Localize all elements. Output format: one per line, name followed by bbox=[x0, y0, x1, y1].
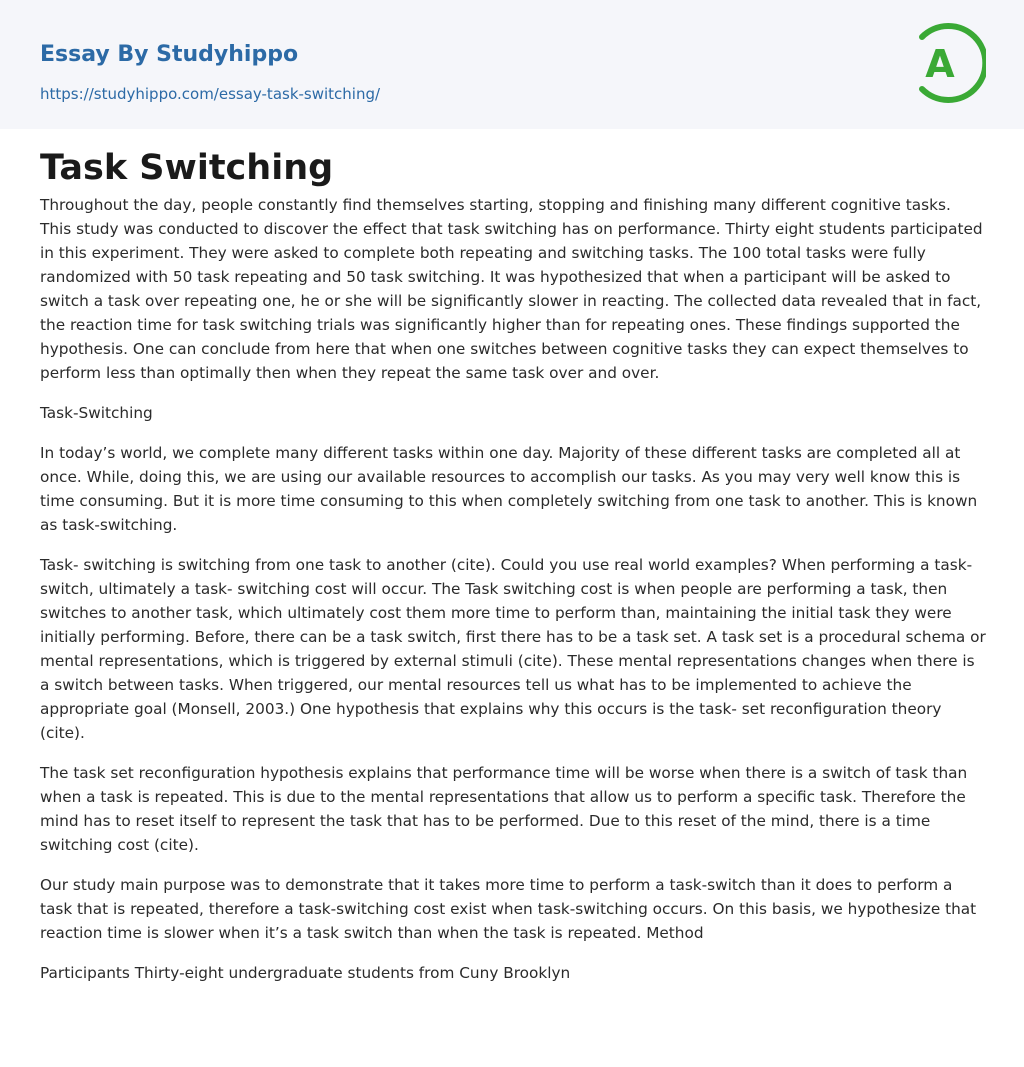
paragraph-hypothesis: The task set reconfiguration hypothesis explains that performance time will be worse when there is a switch of task than when a task is repeated. This is due to the mental representations that allow us to perform a specific task. Therefore the mind has to reset itself to represent the task that has to be performed. Due to this reset of the mind, there is a time switching cost (cite). bbox=[40, 764, 968, 854]
logo-letter: A bbox=[925, 42, 955, 86]
article bbox=[40, 129, 986, 1001]
paragraph-purpose: Our study main purpose was to demonstrate that it takes more time to perform a task-switch than it does to perform a task that is repeated, therefore a task-switching cost exist when task-switching occurs. On this basis, we hypothesize that reaction time is slower when it’s a task switch than when the task is repeated. Method bbox=[40, 876, 977, 942]
logo[interactable] bbox=[912, 20, 986, 106]
article-title: Task Switching bbox=[40, 148, 334, 188]
source-url-link[interactable]: https://studyhippo.com/essay-task-switching/ bbox=[40, 85, 381, 103]
paragraph-participants: Participants Thirty-eight undergraduate students from Cuny Brooklyn bbox=[40, 964, 571, 982]
section-heading-task-switching: Task-Switching bbox=[40, 404, 153, 422]
paragraph-abstract: Throughout the day, people constantly find themselves starting, stopping and finishing many different cognitive tasks. This study was conducted to discover the effect that task switching has on performance. Thirty eight students participated in this experiment. They were asked to complete both repeating and switching tasks. The 100 total tasks were fully randomized with 50 task repeating and 50 task switching. It was hypothesized that when a participant will be asked to switch a task over repeating one, he or she will be significantly slower in reacting. The collected data revealed that in fact, the reaction time for task switching trials was significantly higher than for repeating ones. These findings supported the hypothesis. One can conclude from here that when one switches between cognitive tasks they can expect themselves to perform less than optimally then when they repeat the same task over and over. bbox=[40, 196, 983, 382]
paragraph-intro: In today’s world, we complete many different tasks within one day. Majority of these different tasks are completed all at once. While, doing this, we are using our available resources to accomplish our tasks. As you may very well know this is time consuming. But it is more time consuming to this when completely switching from one task to another. This is known as task-switching. bbox=[40, 444, 978, 534]
brand-title[interactable]: Essay By Studyhippo bbox=[40, 42, 299, 67]
paragraph-definition: Task- switching is switching from one task to another (cite). Could you use real world examples? When performing a task- switch, ultimately a task- switching cost will occur. The Task switching cost is when people are performing a task, then switches to another task, which ultimately cost them more time to perform than, maintaining the initial task they were initially performing. Before, there can be a task switch, first there has to be a task set. A task set is a procedural schema or mental representations, which is triggered by external stimuli (cite). These mental representations changes when there is a switch between tasks. When triggered, our mental resources tell us what has to be implemented to achieve the appropriate goal (Monsell, 2003.) One hypothesis that explains why this occurs is the task- set reconfiguration theory (cite). bbox=[40, 556, 986, 742]
page-header bbox=[0, 0, 1024, 129]
logo-a-icon bbox=[912, 20, 986, 106]
